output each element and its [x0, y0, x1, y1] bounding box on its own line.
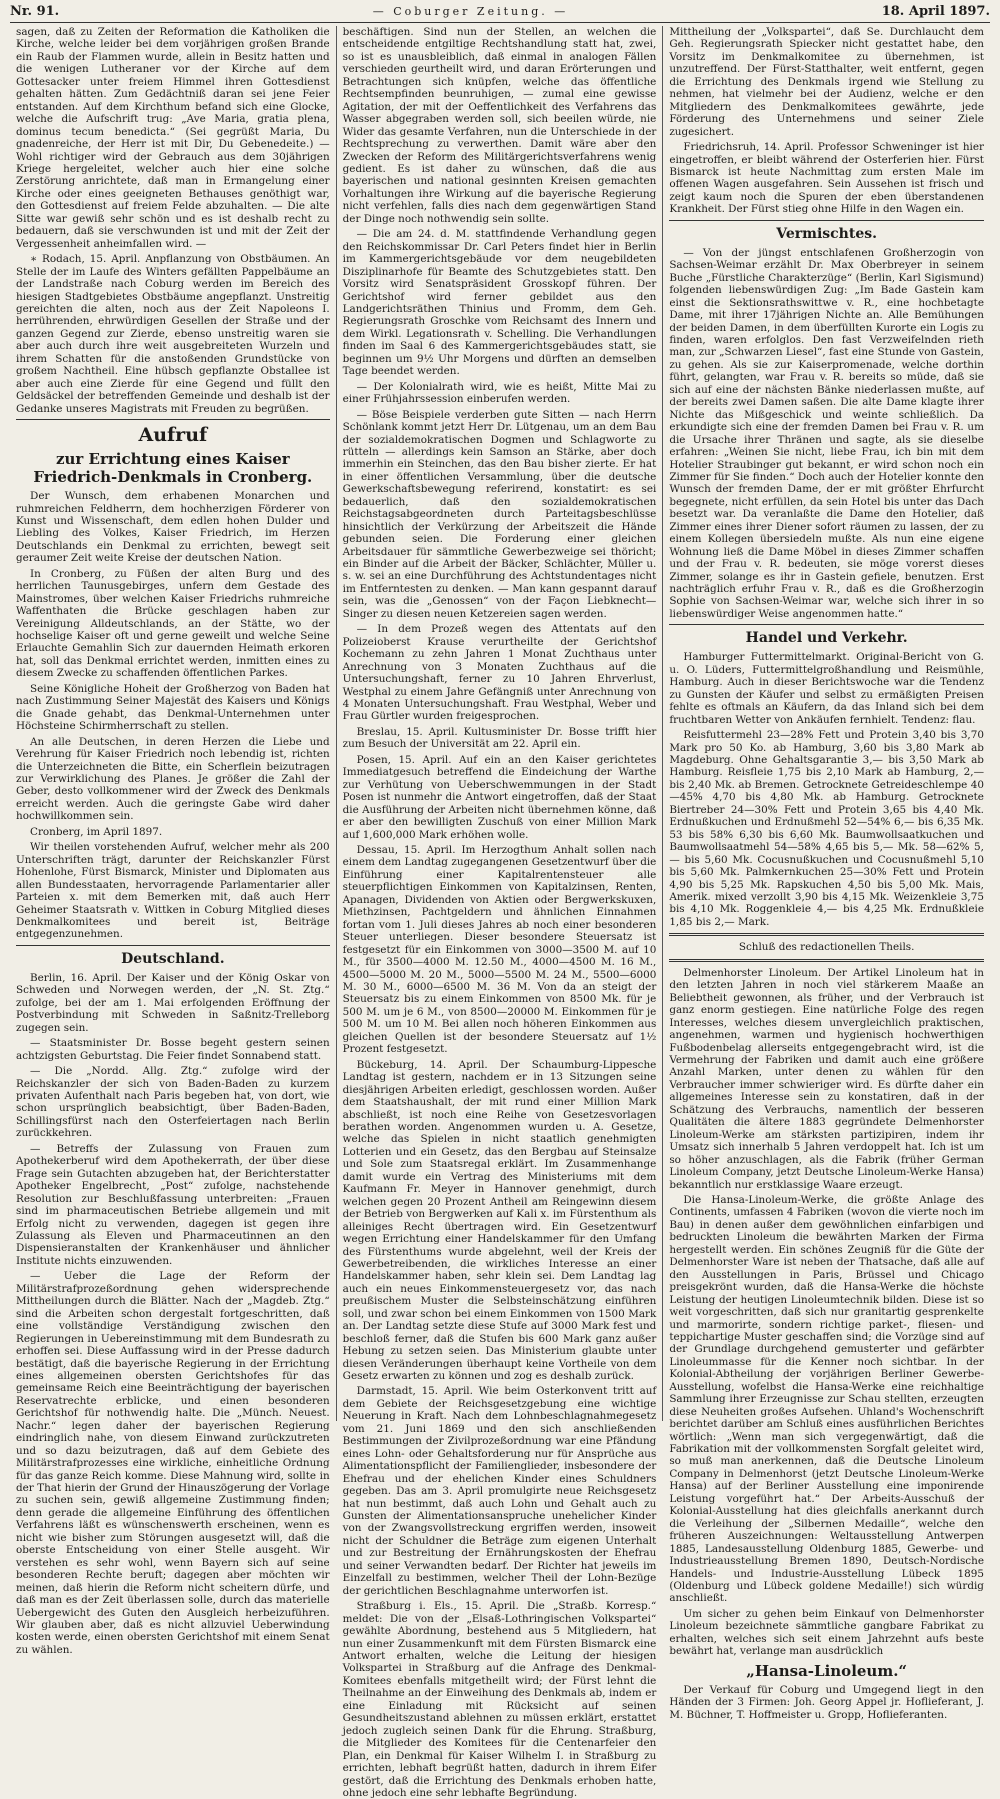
appeal-note: Wir theilen vorstehenden Aufruf, welcher mehr als 200 Unterschriften trägt, darunter der Reichskanzler Fürst Hohenlohe, Fürst Bismarck, Minister und Diplomaten aus allen Bundesstaaten, hervorragende Parlamentarier aller Parteien x. mit dem Bemerken mit, daß auch Herr Geheimer Staatsrath v. Wittken in Coburg Mitglied dieses Denkmalkomitees und bereit ist, Beiträge entgegenzunehmen. — [16, 841, 330, 941]
column-2 — [337, 26, 664, 1799]
news-item: Straßburg i. Els., 15. April. Die „Straßb. Korresp.“ meldet: Die von der „Elsaß-Lothringischen Volkspartei“ gewählte Abordnung, bestehend aus 5 Mitgliedern, hat nun einer Zusammenkunft mit dem Fürsten Bismarck eine Antwort erhalten, welche die Leitung der hiesigen Volkspartei in Straßburg auf die Anfrage des Denkmal-Komitees ebenfalls mitgetheilt wird; der Fürst lehnt die Theilnahme an der Einweihung des Denkmals ab, indem er eine Einladung mit Rücksicht auf seinen Gesundheitszustand ablehnen zu müssen erklärt, erstattet jedoch zugleich seinen Dank für die Ehrung. Straßburg, die Mitglieder des Komitees für die Centenarfeier den Plan, ein Denkmal für Kaiser Wilhelm I. in Straßburg zu errichten, lebhaft begrüßt hatten, dadurch in ihrem Eifer gestört, daß die Errichtung des Denkmals erhoben hatte, ohne jedoch eine sehr lebhafte Begründung. — [342, 1600, 657, 1799]
market-prices: Reisfuttermehl 23—28% Fett und Protein 3,40 bis 3,70 Mark pro 50 Ko. ab Hamburg, 3,60 bis 3,80 Mark ab Magdeburg. Ohne Gehaltsgarantie 3,— bis 3,50 Mark ab Hamburg. Reisfleie 1,75 bis 2,10 Mark ab Hamburg, 2,— bis 2,40 Mk. ab Bremen. Getrocknete Getreideschlempe 40—45% 4,70 bis 4,80 Mk. ab Hamburg. Getrocknete Biertreber 24—30% Fett und Protein 3,65 bis 4,40 Mk. Erdnußkuchen und Erdnußmehl 52—54% 6,— bis 6,35 Mk. 53 bis 58% 6,30 bis 6,60 Mk. Baumwollsaatkuchen und Baumwollsaatmehl 54—58% 4,65 bis 5,— Mk. 58—62% 5,— bis 5,60 Mk. Cocusnußkuchen und Cocusnußmehl 5,10 bis 5,60 Mk. Palmkernkuchen 25—30% Fett und Protein 4,90 bis 5,25 Mk. Rapskuchen 4,50 bis 5,00 Mk. Mais, Amerik. mixed verzollt 3,90 bis 4,15 Mk. Weizenkleie 3,75 bis 4,10 Mk. Roggenkleie 4,— bis 4,25 Mk. Erdnußkleie 1,85 bis 2,— Mark. — [669, 729, 984, 928]
column-3 — [663, 26, 990, 1721]
divider — [669, 959, 984, 962]
section-heading-vermischtes: Vermischtes. — [776, 225, 877, 242]
news-item: Mittheilung der „Volkspartei“, daß Se. Durchlaucht dem Geh. Regierungsrath Spiecker nicht gestattet habe, den Vorsitz im Denkmalkomitee zu übernehmen, ist unzutreffend. Der Fürst-Statthalter, weit entfernt, gegen die Errichtung des Denkmals irgend wie Stellung zu nehmen, hat vielmehr bei der Audienz, welche er den Mitgliedern des Denkmalkomitees gewährte, jede Förderung des Unternehmens und seiner Ziele zugesichert. — [669, 26, 984, 138]
issue-number: Nr. 91. — [10, 3, 60, 19]
news-item: Bückeburg, 14. April. Der Schaumburg-Lippesche Landtag ist gestern, nachdem er in 13 Sitzungen seine diesjährigen Arbeiten erledigt, geschlossen worden. Außer dem Staatshaushalt, der mit rund einer Million Mark abschließt, ist noch eine Reihe von Gesetzesvorlagen berathen worden. Angenommen wurden u. A. Gesetze, welche das Spielen in nicht staatlich genehmigten Lotterien und ein Gesetz, das den Bergbau auf Steinsalze und Sole zum Staatsregal erklärt. Im Zusammenhange damit wurde ein Vertrag des Ministeriums mit dem Kaufmann Fr. Meyer in Hannover genehmigt, durch welchen gegen 20 Prozent Antheil am Reingewinn diesem der Betrieb von Bergwerken auf Kali x. im Fürstenthum als alleiniges Recht übertragen wird. Ein Gesetzentwurf wegen Errichtung einer Handelskammer für den Umfang des Fürstenthums wurde abgelehnt, weil der Kreis der Gewerbetreibenden, die wirkliches Interesse an einer Handelskammer haben, sehr klein sei. Dem Landtag lag auch ein neues Einkommensteuergesetz vor, das nach preußischem Muster die Selbsteinschätzung einführen soll, und zwar schon bei einem Einkommen von 1500 Mark an. Der Landtag setzte diese Stufe auf 3000 Mark fest und beschloß ferner, daß die Stufen bis 600 Mark ganz außer Hebung zu setzen seien. Das Ministerium glaubte unter diesen Veränderungen überhaupt keine Vortheile von dem Gesetz erwarten zu können und zog es deshalb zurück. — [342, 1058, 657, 1383]
divider — [669, 933, 984, 936]
news-item: — In dem Prozeß wegen des Attentats auf den Polizeioberst Krause verurtheilte der Gerichtshof Kochemann zu zehn Jahren 1 Monat Zuchthaus unter Anrechnung von 3 Monaten Zuchthaus auf die Untersuchungshaft, ferner zu 10 Jahren Ehrverlust, Westphal zu einem Jahre Gefängniß unter Anrechnung von 4 Monaten Untersuchungshaft. Frau Westphal, Weber und Frau Gürtler wurden freigesprochen. — [342, 623, 657, 723]
news-item: — Die am 24. d. M. stattfindende Verhandlung gegen den Reichskommissar Dr. Carl Peters findet hier in Berlin im Kammergerichtsgebäude vor dem neugebildeten Disziplinarhofe für Beamte des Schutzgebietes statt. Den Vorsitz wird Senatspräsident Grosskopf führen. Der Gerichtshof wird ferner gebildet aus den Landgerichtsräthen Thinius und Fromm, dem Geh. Regierungsrath Groschke vom Reichsamt des Innern und dem Wirkl. Legationsrath v. Schelling. Die Verhandlungen finden im Saal 6 des Kammergerichtsgebäudes statt, sie beginnen um 9½ Uhr Morgens und dürften an demselben Tage beendet werden. — [342, 228, 657, 378]
appeal-subheading: zur Errichtung eines Kaiser Friedrich-Denkmals in Cronberg. — [33, 450, 313, 487]
divider — [669, 220, 984, 221]
news-item: — Staatsminister Dr. Bosse begeht gestern seinen achtzigsten Geburtstag. Die Feier findet Sonnabend statt. — [16, 1037, 330, 1062]
advert-paragraph: Die Hansa-Linoleum-Werke, die größte Anlage des Continents, umfassen 4 Fabriken (wovon die vierte noch im Bau) in denen außer dem gewöhnlichen einfarbigen und bedruckten Linoleum die bewährten Marken der Firma hergestellt werden. Ein schönes Zeugniß für die Güte der Delmenhorster Ware ist neben der Thatsache, daß alle auf den Ausstellungen in Paris, Brüssel und Chicago preisgekrönt wurden, daß die Hansa-Werke die höchste Leistung der heutigen Linoleumtechnik bilden. Diese ist so weit vorgeschritten, daß sich nur granitartig gesprenkelte und marmorirte, sondern richtige parket-, fliesen- und teppichartige Muster geschaffen sind; die Vorzüge sind auf der Grundlage durchgehend gemusterter und gefärbter Linoleummasse für die Kenner noch sichtbar. In der Kolonial-Abtheilung der vorjährigen Berliner Gewerbe-Ausstellung, wofelbst die Hansa-Werke eine reichhaltige Sammlung ihrer Erzeugnisse zur Schau stellten, erzeugten diese Neuheiten großes Aufsehen. Uhland's Wochenschrift berichtet darüber am Schluß eines ausführlichen Berichtes wörtlich: „Wenn man sich vergegenwärtigt, daß die Fabrikation mit der vollkommensten Sorgfalt geleitet wird, so muß man anerkennen, daß die Deutsche Linoleum Company in Delmenhorst (jetzt Deutsche Linoleum-Werke Hansa) auf der Berliner Ausstellung eine imponirende Leistung vorgeführt hat.“ Der Arbeits-Ausschuß der Kolonial-Ausstellung hat dies gleichfalls anerkannt durch die Verleihung der „Silbernen Medaille“, welche den früheren Auszeichnungen: Weltausstellung Antwerpen 1885, Landesausstellung Oldenburg 1885, Gewerbe- und Industrieausstellung Bremen 1890, Deutsch-Nordische Handels- und Industrie-Ausstellung Lübeck 1895 (Oldenburg und Lübeck goldene Medaille!) sich würdig anschließt. — [669, 1193, 984, 1605]
news-item: — Die „Nordd. Allg. Ztg.“ zufolge wird der Reichskanzler der sich von Baden-Baden zu kurzem privaten Aufenthalt nach Paris begeben hat, von dort, wie schon ursprünglich beabsichtigt, über Baden-Baden, Schillingsfürst nach den Osterfeiertagen nach Berlin zurückkehren. — [16, 1065, 330, 1140]
article-continued: sagen, daß zu Zeiten der Reformation die Katholiken die Kirche, welche leider bei dem vorjährigen großen Brande ein Raub der Flammen wurde, allein in Besitz hatten und die wenigen Lutheraner vor der Kirche auf dem Gottesacker unter freiem Himmel ihren Gottesdienst gehalten hätten. Zum Gedächtniß daran sei jene Feier entstanden. Auf dem Kirchthum befand sich eine Glocke, welche die Aufschrift trug: „Ave Maria, gratia plena, dominus tecum benedicta.“ (Sei gegrüßt Maria, Du gnadenreiche, der Herr ist mit Dir, Du Gebenedeite.) — Wohl richtiger wird der Gebrauch aus dem 30jährigen Kriege hergeleitet, welcher auch hier eine solche Zerstörung anrichtete, daß man in Ermangelung einer Kirche oder eines geeigneten Bethauses genöthigt war, den Gottesdienst auf freiem Felde abzuhalten. — Die alte Sitte war gewiß sehr schön und es ist deshalb recht zu bedauern, daß sie verschwunden ist und mit der Zeit der Vergessenheit anheimfallen wird. — — [16, 26, 330, 250]
news-item: Posen, 15. April. Auf ein an den Kaiser gerichtetes Immediatgesuch betreffend die Eindeichung der Warthe zur Verhütung von Ueberschwemmungen in der Stadt Posen ist nunmehr die Antwort eingetroffen, daß der Staat die Ausführung der Arbeiten nicht übernehmen könne, daß er aber den bewilligten Zuschuß von einer Million Mark auf 1,600,000 Mark erhöhen wolle. — [342, 753, 657, 841]
issue-date: 18. April 1897. — [881, 3, 990, 19]
news-item: beschäftigen. Sind nun der Stellen, an welchen die entscheidende entgiltige Rechtshandlung statt hat, zwei, so ist es unausbleiblich, daß einmal in analogen Fällen verschieden geurtheilt wird, und daran Erörterungen und Betrachtungen sich knüpfen, welche das öffentliche Rechtsempfinden beunruhigen, — zumal eine gewisse Agitation, der mit der Oeffentlichkeit des Verfahrens das Wasser abgegraben werden soll, sich beeilen würde, nie Wider das gesamte Verfahren, nun die Unterschiede in der Rechtsprechung zu verwerthen. Damit wäre aber den Zwecken der Reform des Militärgerichtsverfahrens wenig gedient. Es ist daher zu wünschen, daß die aus bayerischen und national gesinnten Kreisen gemachten Vorhaltungen ihre Wirkung auf die bayerische Regierung nicht verfehlen, falls dies nach dem gegenwärtigen Stand der Dinge noch nothwendig sein sollte. — [342, 26, 657, 225]
advert-paragraph: Um sicher zu gehen beim Einkauf von Delmenhorster Linoleum bezeichnete sämmtliche gangbare Fabrikat zu erhalten, welches sich seit einem Jahrzehnt aufs beste bewährt hat, verlange man ausdrücklich — [669, 1607, 984, 1658]
news-item: Breslau, 15. April. Kultusminister Dr. Bosse trifft hier zum Besuch der Universität am 22. April ein. — [342, 725, 657, 751]
divider — [16, 945, 330, 946]
masthead — [10, 0, 990, 23]
appeal-place-date: Cronberg, im April 1897. — [30, 825, 163, 838]
advert-brand: „Hansa-Linoleum.“ — [746, 1661, 908, 1680]
advert-paragraph: Der Verkauf für Coburg und Umgegend liegt in den Händen der 3 Firmen: Joh. Georg Appel jr. Hoflieferant, J. M. Büchner, T. Hoffmeister u. Gropp, Hoflieferanten. — [669, 1683, 984, 1721]
section-heading-handel: Handel und Verkehr. — [745, 630, 908, 647]
news-item: — Der Kolonialrath wird, wie es heißt, Mitte Mai zu einer Frühjahrssession einberufen werden. — [342, 380, 657, 406]
appeal-paragraph: In Cronberg, zu Füßen der alten Burg und des herrlichen Taunusgebirges, unfern dem Gestade des Mainstromes, über welchen Kaiser Friedrichs ruhmreiche Waffenthaten die Brücke geschlagen haben zur Vereinigung Alldeutschlands, an der Stätte, wo der hochselige Kaiser oft und gerne geweilt und welche Seine Erlauchte Gemahlin Sich zur dauernden Heimath erkoren hat, soll das Denkmal errichtet werden, inmitten eines zu diesem Zwecke zu schaffenden öffentlichen Parkes. — [16, 567, 330, 680]
news-item: — Ueber die Lage der Reform der Militärstrafprozeßordnung gehen widersprechende Mittheilungen durch die Blätter. Nach der „Magdeb. Ztg.“ sind die Arbeiten schon dergestalt fortgeschritten, daß eine vollständige Verständigung zwischen den Regierungen in Uebereinstimmung mit dem Bundesrath zu erhoffen sei. Diese Auffassung wird in der Presse dadurch bestätigt, daß die bayerische Regierung in der Errichtung eines allgemeinen obersten Gerichtshofes für das gemeinsame Reich eine Beeinträchtigung der bayerischen Reservatrechte erblicke, und einen besonderen Gerichtshof für nothwendig halte. Die „Münch. Neuest. Nachr.“ legen daher der bayerischen Regierung eindringlich nahe, von diesem Einwand zurückzutreten und so dazu beizutragen, daß auf dem Gebiete des Militärstrafprozesses eine wirkliche, einheitliche Ordnung für das ganze Reich komme. Diese Mahnung wird, sollte in der That hierin der Grund der Hinauszögerung der Vorlage zu suchen sein, gewiß allgemeine Zustimmung finden; denn gerade die allgemeine Einführung des öffentlichen Verfahrens läßt es wünschenswerth erscheinen, wenn es nicht wie bisher zum Störungen ausgesetzt will, daß die oberste Entscheidung von einer Stelle ausgeht. Wir verstehen es sehr wohl, wenn Bayern sich auf seine besonderen Rechte beruft; dagegen aber möchten wir meinen, daß hierin die Reform nicht scheitern dürfe, und daß man es der Zeit überlassen solle, durch das materielle Uebergewicht des Guten den Ausgleich herbeizuführen. Wir glauben aber, daß es nicht allzuviel Ueberwindung kosten werde, einen obersten Gerichtshof mit einem Senat zu wählen. — [16, 1270, 330, 1656]
news-item: Berlin, 16. April. Der Kaiser und der König Oskar von Schweden und Norwegen werden, der „N. St. Ztg.“ zufolge, bei der am 1. Mai erfolgenden Eröffnung der Postverbindung mit Schweden in Saßnitz-Trelleborg zugegen sein. — [16, 971, 330, 1034]
article-rodach: ∗ Rodach, 15. April. Anpflanzung von Obstbäumen. An Stelle der im Laufe des Winters gefällten Pappelbäume an der Landstraße nach Coburg werden im Bereich des hiesigen Stadtgebietes Obstbäume angepflanzt. Unstreitig gereichten die alten, noch aus der Zeit Napoleons I. herrührenden, ehrwürdigen Gesellen der Straße und der ganzen Gegend zur Zierde, ebenso unstreitig waren sie aber auch durch ihre weit ausgebreiteten Wurzeln und ihrem Schatten für die anstoßenden Grundstücke von großem Nachtheil. Eine hübsch gepflanzte Obstallee ist aber auch eine Zierde für eine Gegend und füllt den Geldsäckel der betreffenden Gemeinde und deshalb ist der Gedanke unseres Magistrats mit Freuden zu begrüßen. — [16, 253, 330, 415]
appeal-paragraph: Der Wunsch, dem erhabenen Monarchen und ruhmreichen Feldherrn, dem hochherzigen Förderer von Kunst und Wissenschaft, dem edlen hohen Dulder und Liebling des Volkes, Kaiser Friedrich, im Herzen Deutschlands ein Denkmal zu errichten, bewegt seit geraumer Zeit weite Kreise der deutschen Nation. — [16, 490, 330, 565]
news-item: — Betreffs der Zulassung von Frauen zum Apothekerberuf wird dem Apothekerrath, der über diese Frage sein Gutachten abzugeben hat, der Berichterstatter Apotheker Engelbrecht, „Post“ zufolge, nachstehende Resolution zur Beschlußfassung unterbreiten: „Frauen sind im pharmaceutischen Betriebe allgemein und mit Erfolg nicht zu verwenden, dagegen ist gegen ihre Zulassung als Eleven und Pharmaceutinnen an den Dispensieranstalten der Krankenhäuser und ähnlicher Institute nichts einzuwenden. — [16, 1142, 330, 1267]
news-item: Friedrichsruh, 14. April. Professor Schweninger ist hier eingetroffen, er bleibt während der Osterferien hier. Fürst Bismarck ist heute Nachmittag zum ersten Male im offenen Wagen ausgefahren. Sein Aussehen ist frisch und zeigt kaum noch die Spuren der eben überstandenen Krankheit. Der Fürst stieg ohne Hilfe in den Wagen ein. — [669, 141, 984, 216]
appeal-paragraph: Seine Königliche Hoheit der Großherzog von Baden hat nach Zustimmung Seiner Majestät des Kaisers und Königs die Gnade gehabt, das Denkmal-Unternehmen unter Höchsteine Schirmherrschaft zu stellen. — [16, 682, 330, 733]
advert-paragraph: Delmenhorster Linoleum. Der Artikel Linoleum hat in den letzten Jahren in noch viel stärkerem Maaße an Beliebtheit gewonnen, als früher, und der Verbrauch ist ganz enorm gestiegen. Eine natürliche Folge des regen Interesses, welches diesem unvergleichlich praktischen, angenehmen, warmen und hygienisch hochwerthigen Fußbodenbelag allerseits entgegengebracht wird, ist die Vermehrung der Fabriken und damit auch eine größere Anzahl Marken, unter denen zu wählen für den Verbraucher immer schwieriger wird. Es dürfte daher ein allgemeines Interesse sein zu konstatiren, daß in der Schätzung des Verbrauchs, namentlich der besseren Qualitäten die ältere 1883 gegründete Delmenhorster Linoleum-Werke am stärksten partizipiren, indem ihr Umsatz sich innerhalb 5 Jahren verdoppelt hat. Ich ist um so höher anzuschlagen, als die Fabrik (früher German Linoleum Company, jetzt Deutsche Linoleum-Werke Hansa) bekanntlich nur erstklassige Waare erzeugt. — [669, 966, 984, 1191]
newspaper-title: — Coburger Zeitung. — — [372, 4, 569, 18]
news-item: Darmstadt, 15. April. Wie beim Osterkonvent tritt auf dem Gebiete der Reichsgesetzgebung eine wichtige Neuerung in Kraft. Nach dem Lohnbeschlagnahmegesetz vom 21. Juni 1869 und den sich anschließenden Bestimmungen der Zivilprozeßordnung war eine Pfändung eines Lohn- oder Gehaltsforderung nur für Ansprüche aus Alimentationspflicht der Familienglieder, insbesondere der Ehefrau und der ehelichen Kinder eines Schuldners gegeben. Das am 3. April promulgirte neue Reichsgesetz hat nun bestimmt, daß auch Lohn und Gehalt auch zu Gunsten der Alimentationsanspruche unehelicher Kinder von der Zwangsvollstreckung ergriffen werden, insoweit nicht der Schuldner die Beträge zum eigenen Unterhalt und zur Bestreitung der Ernährungskosten der Ehefrau und seiner Verwandten bedarf. Der Richter hat jeweils im Einzelfall zu bestimmen, welcher Theil der Lohn-Bezüge der gerichtlichen Beschlagnahme unterworfen ist. — [342, 1385, 657, 1597]
section-heading-deutschland: Deutschland. — [121, 950, 225, 967]
column-1 — [10, 26, 337, 1656]
divider — [16, 419, 330, 420]
news-item: — Von der jüngst entschlafenen Großherzogin von Sachsen-Weimar erzählt Dr. Max Oberbreyer in seinem Buche „Fürstliche Charakterzüge“ (Berlin, Karl Sigismund) folgenden liebenswürdigen Zug: „Im Bade Gastein kam einst die Sektionsrathswittwe v. R., eine hochbetagte Dame, mit ihrer 17jährigen Nichte an. Alle Bemühungen der beiden Damen, in dem überfüllten Kurorte ein Logis zu finden, waren erfolglos. Den fast Verzweifelnden rieth man, zur „Schwarzen Liesel“, fast eine Stunde von Gastein, zu gehen. Als sie zur Kaiserpromenade, welche dorthin führt, gelangten, war Frau v. R. bereits so müde, daß sie sich auf eine der nächsten Bänke niederlassen mußte, auf der bereits zwei Damen saßen. Die alte Dame klagte ihrer Nichte das Mißgeschick und weinte schließlich. Da erkundigte sich eine der fremden Damen bei Frau v. R. um die Ursache ihrer Thränen und sagte, als sie dieselbe erfahren: „Weinen Sie nicht, liebe Frau, ich bin mit dem Hotelier Straubinger gut bekannt, er wird schon noch ein Zimmer für Sie finden.“ Doch auch der Hotelier konnte den Wunsch der fremden Dame, der er mit größter Ehrfurcht begegnete, nicht erfüllen, da sein Hotel bis unter das Dach besetzt war. Da veranlaßte die Dame den Hotelier, daß Zimmer eines ihrer Diener sofort räumen zu lassen, der zu einem Kollegen übersiedeln mußte. Als nun eine eigene Wohnung ließ die Dame Möbel in dieses Zimmer schaffen und der Frau v. R. bedeuten, sie möge vorerst dieses Zimmer, solange es ihr in Gastein gefiele, benutzen. Erst nachträglich erfuhr Frau v. R., daß es die Großherzogin Sophie von Sachsen-Weimar war, welche sich ihrer in so liebenswürdiger Weise angenommen hatte.“ — [669, 246, 984, 620]
appeal-paragraph: An alle Deutschen, in deren Herzen die Liebe und Verehrung für Kaiser Friedrich noch lebendig ist, richten die Unterzeichneten die Bitte, ein Scherflein beizutragen zur Verwirklichung des Planes. Je größer die Zahl der Geber, desto vollkommener wird der Zweck des Denkmals erreicht werden. Auch die geringste Gabe wird daher hochwillkommen sein. — [16, 735, 330, 823]
appeal-heading: Aufruf — [138, 424, 208, 447]
editorial-end-mark: Schluß des redactionellen Theils. — [738, 941, 915, 954]
market-report: Hamburger Futtermittelmarkt. Original-Bericht von G. u. O. Lüders, Futtermittelgroßhandlung und Reismühle, Hamburg. Auch in dieser Berichtswoche war die Tendenz zu Gunsten der Käufer und selbst zu ermäßigten Preisen fehlte es oftmals an Käufern, da das Inland sich bei dem fruchtbaren Wetter von Ankäufen fernhielt. Tendenz: flau. — [669, 651, 984, 726]
divider — [669, 624, 984, 625]
news-item: Dessau, 15. April. Im Herzogthum Anhalt sollen nach einem dem Landtag zugegangenen Gesetzentwurf über die Einführung einer Kapitalrentensteuer alle steuerpflichtigen Einkommen von Kapitalzinsen, Renten, Apanagen, Dividenden von Aktien oder Bergwerkskuxen, Miethzinsen, Pachtgeldern und ähnlichen Einnahmen fortan vom 1. Juli dieses Jahres ab noch einer besonderen Steuer unterliegen. Dieser besondere Steuersatz ist festgesetzt für ein Einkommen von 3000—3500 M. auf 10 M., für 3500—4000 M. 12.50 M., 4000—4500 M. 16 M., 4500—5000 M. 20 M., 5000—5500 M. 24 M., 5500—6000 M. 30 M., 6000—6500 M. 36 M. Von da an steigt der Steuersatz bis zu einem Einkommen von 8500 Mk. für je 500 M. um je 6 M., von 8500—20000 M. Einkommen für je 500 M. um 10 M. Bei allen noch höheren Einkommen aus gleichen Quellen ist der besondere Steuersatz auf 1½ Prozent festgesetzt. — [342, 844, 657, 1056]
news-item: — Böse Beispiele verderben gute Sitten — nach Herrn Schönlank kommt jetzt Herr Dr. Lütgenau, um an dem Bau der sozialdemokratischen Dogmen und Schlagworte zu rütteln — allerdings kein Samson an Stärke, aber doch immerhin ein Steinchen, das den Bau bisher zierte. Er hat in einer öffentlichen Versammlung, über die deutsche Gewerkschaftsbewegung referirend, konstatirt: es sei bedauerlich, daß den sozialdemokratischen Reichstagsabgeordneten durch Parteitagsbeschlüsse hinsichtlich der Verkürzung der Arbeitszeit die Hände gebunden seien. Die Forderung einer gleichen Arbeitsdauer für sämmtliche Gewerbezweige sei thöricht; ein Binder auf die Arbeit der Bäcker, Schlächter, Müller u. s. w. sei an eine Durchführung des Achtstundentages nicht im Entferntesten zu denken. — Man kann gespannt darauf sein, was die „Genossen“ von der Façon Liebknecht—Singer zu diesen neuen Ketzereien sagen werden. — [342, 408, 657, 620]
columns — [10, 26, 990, 1799]
